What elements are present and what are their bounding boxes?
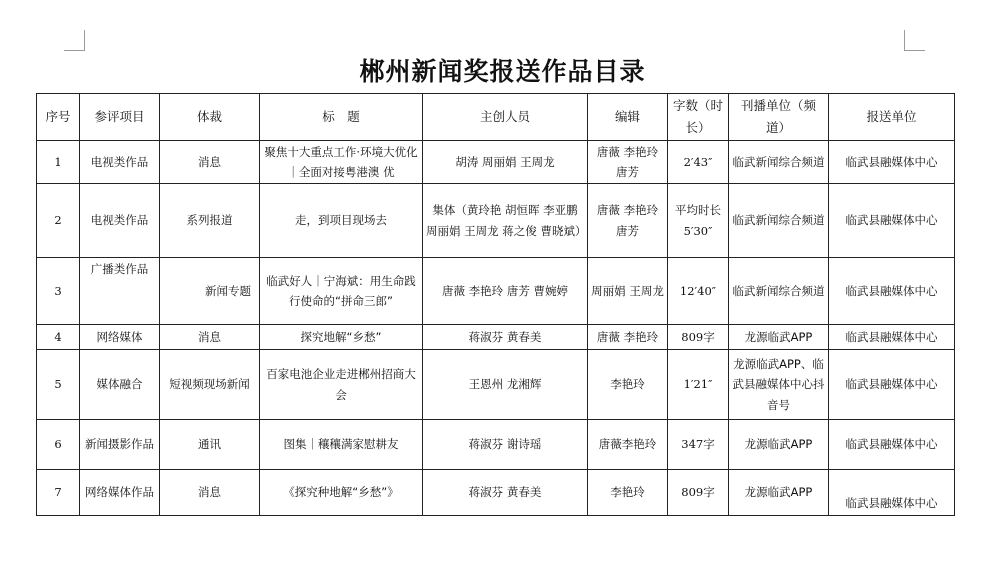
cell-channel: 临武新闻综合频道 — [729, 258, 829, 325]
cell-submitter: 临武县融媒体中心 — [829, 325, 955, 350]
crop-mark-top-right — [904, 30, 925, 51]
cell-editor: 唐薇 李艳玲 — [588, 325, 668, 350]
page-title: 郴州新闻奖报送作品目录 — [359, 57, 646, 86]
cell-submitter: 临武县融媒体中心 — [829, 470, 955, 516]
table-row — [37, 470, 955, 516]
cell-no: 6 — [37, 420, 80, 470]
header-title: 标 题 — [260, 94, 423, 141]
cell-length: 809字 — [668, 325, 729, 350]
cell-genre: 短视频现场新闻 — [160, 350, 260, 420]
cell-editor: 周丽娟 王周龙 — [588, 258, 668, 325]
header-length: 字数（时长） — [668, 94, 729, 141]
cell-length: 12′40″ — [668, 258, 729, 325]
cell-creators: 唐薇 李艳玲 唐芳 曹婉婷 — [423, 258, 588, 325]
cell-genre: 通讯 — [160, 420, 260, 470]
cell-submitter: 临武县融媒体中心 — [829, 420, 955, 470]
cell-length: 809字 — [668, 470, 729, 516]
cell-editor: 唐薇 李艳玲 唐芳 — [588, 140, 668, 183]
cell-category: 网络媒体 — [80, 325, 160, 350]
cell-genre: 新闻专题 — [160, 258, 260, 325]
cell-length: 347字 — [668, 420, 729, 470]
cell-title: 走，到项目现场去 — [260, 184, 423, 258]
cell-submitter: 临武县融媒体中心 — [829, 350, 955, 420]
header-category: 参评项目 — [80, 94, 160, 141]
header-genre: 体裁 — [160, 94, 260, 141]
cell-creators: 集体（黄玲艳 胡恒晖 李亚鹏 周丽娟 王周龙 蒋之俊 曹晓斌） — [423, 184, 588, 258]
cell-no: 2 — [37, 184, 80, 258]
header-creators: 主创人员 — [423, 94, 588, 141]
cell-creators: 蒋淑芬 黄春美 — [423, 470, 588, 516]
cell-channel: 龙源临武APP — [729, 470, 829, 516]
cell-no: 7 — [37, 470, 80, 516]
cell-creators: 胡涛 周丽娟 王周龙 — [423, 140, 588, 183]
cell-genre: 消息 — [160, 140, 260, 183]
cell-creators: 蒋淑芬 谢诗瑶 — [423, 420, 588, 470]
cell-title: 临武好人｜宁海斌：用生命践行使命的“拼命三郎” — [260, 258, 423, 325]
cell-length: 2′43″ — [668, 140, 729, 183]
table-row — [37, 420, 955, 470]
cell-title: 图集｜穰穰满家慰耕友 — [260, 420, 423, 470]
cell-category: 电视类作品 — [80, 184, 160, 258]
cell-channel: 龙源临武APP — [729, 420, 829, 470]
cell-channel: 临武新闻综合频道 — [729, 140, 829, 183]
cell-genre: 消息 — [160, 325, 260, 350]
cell-submitter: 临武县融媒体中心 — [829, 140, 955, 183]
cell-category: 广播类作品 — [80, 258, 160, 325]
cell-title: 聚焦十大重点工作·环境大优化｜全面对接粤港澳 优 — [260, 140, 423, 183]
cell-category: 媒体融合 — [80, 350, 160, 420]
cell-no: 4 — [37, 325, 80, 350]
cell-length: 1′21″ — [668, 350, 729, 420]
cell-submitter: 临武县融媒体中心 — [829, 184, 955, 258]
cell-editor: 唐薇 李艳玲 唐芳 — [588, 184, 668, 258]
header-channel: 刊播单位（频道） — [729, 94, 829, 141]
cell-no: 5 — [37, 350, 80, 420]
cell-channel: 龙源临武APP — [729, 325, 829, 350]
cell-category: 电视类作品 — [80, 140, 160, 183]
cell-channel: 临武新闻综合频道 — [729, 184, 829, 258]
table-row — [37, 258, 955, 325]
cell-creators: 蒋淑芬 黄春美 — [423, 325, 588, 350]
cell-title: 《探究种地解“乡愁”》 — [260, 470, 423, 516]
header-submitter: 报送单位 — [829, 94, 955, 141]
cell-title: 百家电池企业走进郴州招商大会 — [260, 350, 423, 420]
table-header-row — [37, 94, 955, 141]
cell-submitter: 临武县融媒体中心 — [829, 258, 955, 325]
cell-length: 平均时长 5′30″ — [668, 184, 729, 258]
header-editor: 编辑 — [588, 94, 668, 141]
cell-no: 1 — [37, 140, 80, 183]
table-row — [37, 140, 955, 183]
cell-no: 3 — [37, 258, 80, 325]
table-row — [37, 325, 955, 350]
cell-genre: 系列报道 — [160, 184, 260, 258]
cell-category: 新闻摄影作品 — [80, 420, 160, 470]
cell-editor: 李艳玲 — [588, 350, 668, 420]
crop-mark-top-left — [64, 30, 85, 51]
cell-creators: 王恩州 龙湘辉 — [423, 350, 588, 420]
cell-category: 网络媒体作品 — [80, 470, 160, 516]
table-row — [37, 350, 955, 420]
entries-table — [36, 93, 955, 516]
cell-editor: 李艳玲 — [588, 470, 668, 516]
header-no: 序号 — [37, 94, 80, 141]
cell-title: 探究地解“乡愁” — [260, 325, 423, 350]
table-row — [37, 184, 955, 258]
cell-editor: 唐薇李艳玲 — [588, 420, 668, 470]
cell-channel: 龙源临武APP、临武县融媒体中心抖音号 — [729, 350, 829, 420]
cell-genre: 消息 — [160, 470, 260, 516]
